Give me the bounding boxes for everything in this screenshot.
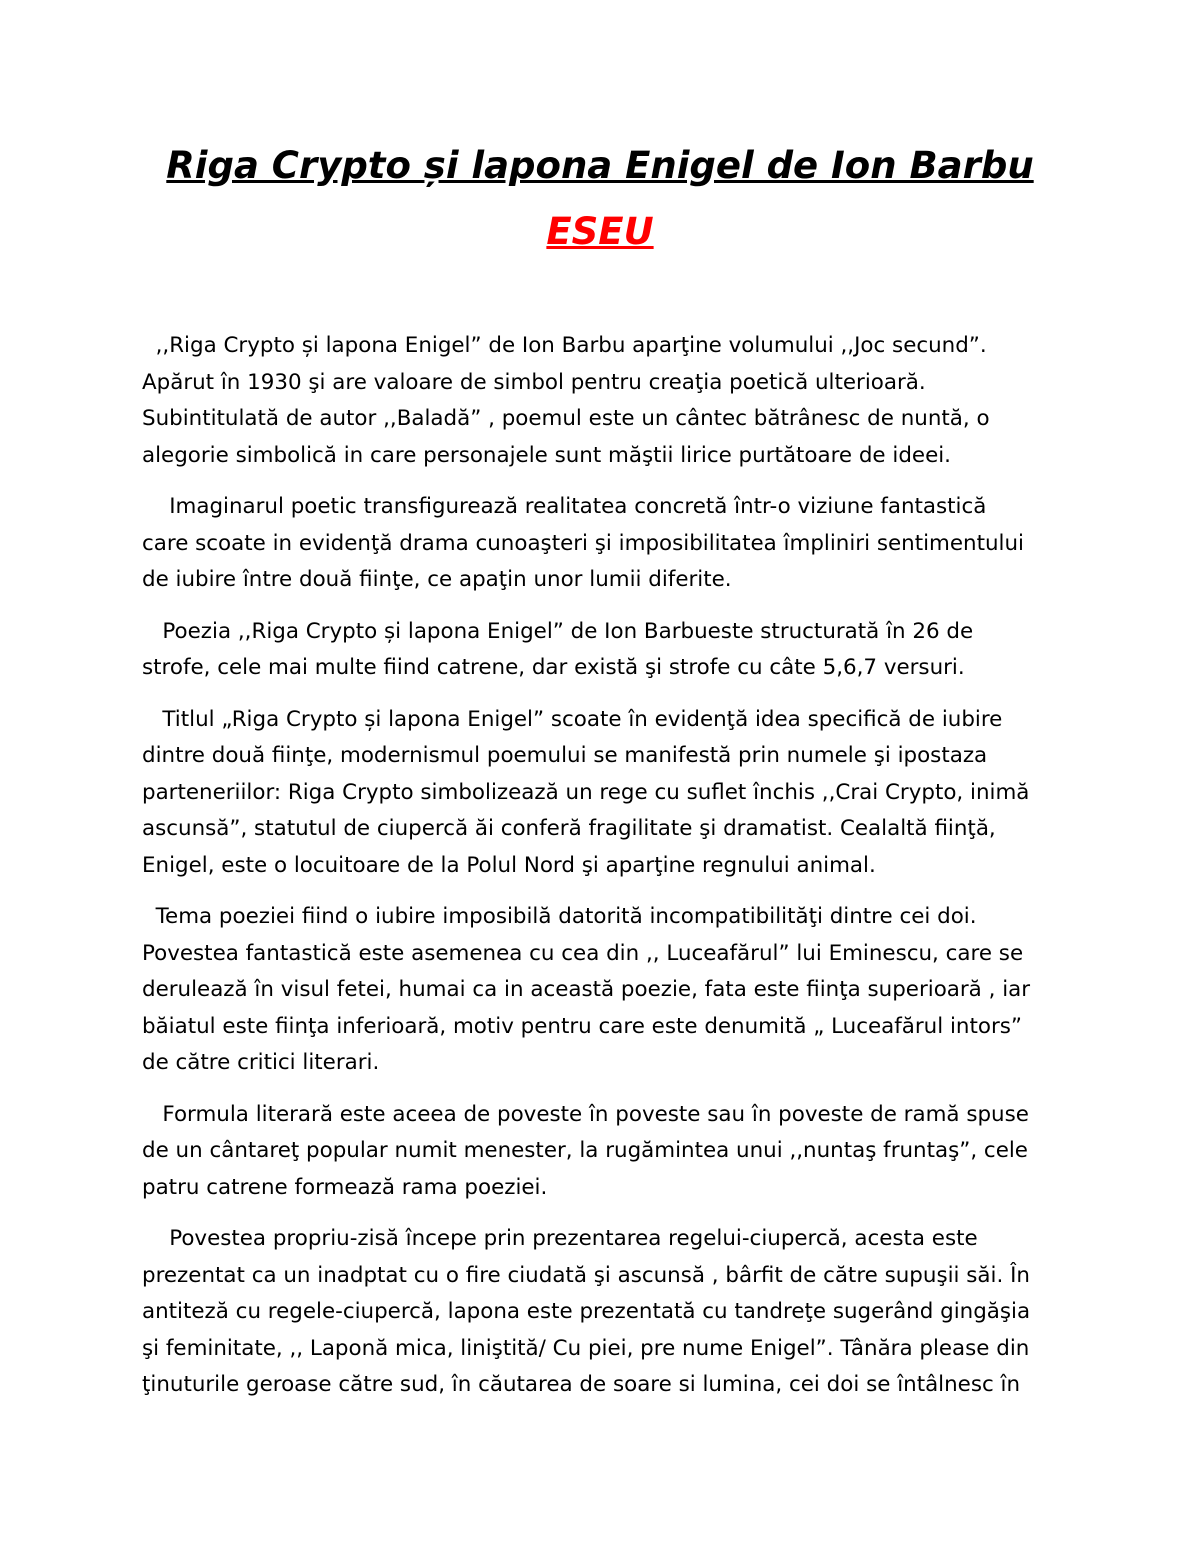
text-line: Enigel, este o locuitoare de la Polul Nord şi aparţine regnului animal. xyxy=(142,852,876,878)
document-title: Riga Crypto și lapona Enigel de Ion Barbu xyxy=(166,144,1034,187)
text-line: ascunsă”, statutul de ciupercă ăi conferă fragilitate şi dramatist. Cealaltă fiinţă, xyxy=(142,816,996,841)
paragraph-titlul xyxy=(142,702,1072,885)
text-line: strofe, cele mai multe fiind catrene, dar există şi strofe cu câte 5,6,7 versuri. xyxy=(142,655,965,680)
text-line: Titlul „Riga Crypto și lapona Enigel” scoate în evidenţă idea specifică de iubire xyxy=(142,706,1003,732)
text-line: Apărut în 1930 şi are valoare de simbol pentru creaţia poetică ulterioară. xyxy=(142,369,926,395)
text-line: Imaginarul poetic transfigurează realitatea concretă într-o viziune fantastică xyxy=(142,494,987,519)
text-line: şi feminitate, ,, Laponă mica, liniştită/ Cu piei, pre nume Enigel”. Tânăra please din xyxy=(142,1335,1030,1361)
text-line: Povestea propriu-zisă începe prin prezentarea regelui-ciupercă, acesta este xyxy=(142,1226,978,1251)
text-line: derulează în visul fetei, humai ca in această poezie, fata este fiinţa superioară , iar xyxy=(142,977,1031,1002)
document-subtitle: ESEU xyxy=(546,210,654,253)
text-line: Subintitulată de autor ,,Baladă” , poemul este un cântec bătrânesc de nuntă, o xyxy=(142,406,990,431)
text-line: Povestea fantastică este asemenea cu cea din ,, Luceafărul” lui Eminescu, care se xyxy=(142,940,1024,966)
text-line: care scoate in evidenţă drama cunoaşteri şi imposibilitatea împliniri sentimentului xyxy=(142,530,1024,556)
text-line: băiatul este fiinţa inferioară, motiv pentru care este denumită „ Luceafărul intors” xyxy=(142,1013,1022,1039)
text-line: antiteză cu regele-ciupercă, lapona este prezentată cu tandreţe sugerând gingăşia xyxy=(142,1299,1031,1324)
text-line: de iubire între două fiinţe, ce apaţin unor lumii diferite. xyxy=(142,567,732,592)
paragraph-povestea xyxy=(142,1221,1072,1404)
text-line: Tema poeziei fiind o iubire imposibilă datorită incompatibilităţi dintre cei doi. xyxy=(142,904,977,929)
paragraph-imaginar xyxy=(142,489,1072,599)
text-line: alegorie simbolică in care personajele sunt măştii lirice purtătoare de ideei. xyxy=(142,442,951,468)
text-line: ţinuturile geroase către sud, în căutarea de soare si lumina, cei doi se întâlnesc în xyxy=(142,1372,1021,1397)
paragraph-tema xyxy=(142,899,1072,1082)
text-line: Formula literară este aceea de poveste în poveste sau în poveste de ramă spuse xyxy=(142,1101,1029,1127)
text-line: prezentat ca un inadptat cu o fire ciudată şi ascunsă , bârfit de către supuşii săi. În xyxy=(142,1262,1030,1288)
paragraph-structura xyxy=(142,614,1072,687)
paragraph-intro xyxy=(142,328,1072,474)
text-line: ,,Riga Crypto și lapona Enigel” de Ion Barbu aparţine volumului ,,Joc secund”. xyxy=(142,333,987,358)
text-line: de către critici literari. xyxy=(142,1050,380,1075)
text-line: de un cântareţ popular numit menester, la rugămintea unui ,,nuntaş fruntaş”, cele xyxy=(142,1138,1028,1163)
paragraph-formula xyxy=(142,1097,1072,1207)
text-line: parteneriilor: Riga Crypto simbolizează un rege cu suflet închis ,,Crai Crypto, inimă xyxy=(142,779,1030,805)
text-line: Poezia ,,Riga Crypto și lapona Enigel” de Ion Barbueste structurată în 26 de xyxy=(142,618,974,644)
text-line: patru catrene formează rama poeziei. xyxy=(142,1174,548,1200)
document-body xyxy=(142,328,1072,1419)
text-line: dintre două fiinţe, modernismul poemului se manifestă prin numele şi ipostaza xyxy=(142,743,988,768)
